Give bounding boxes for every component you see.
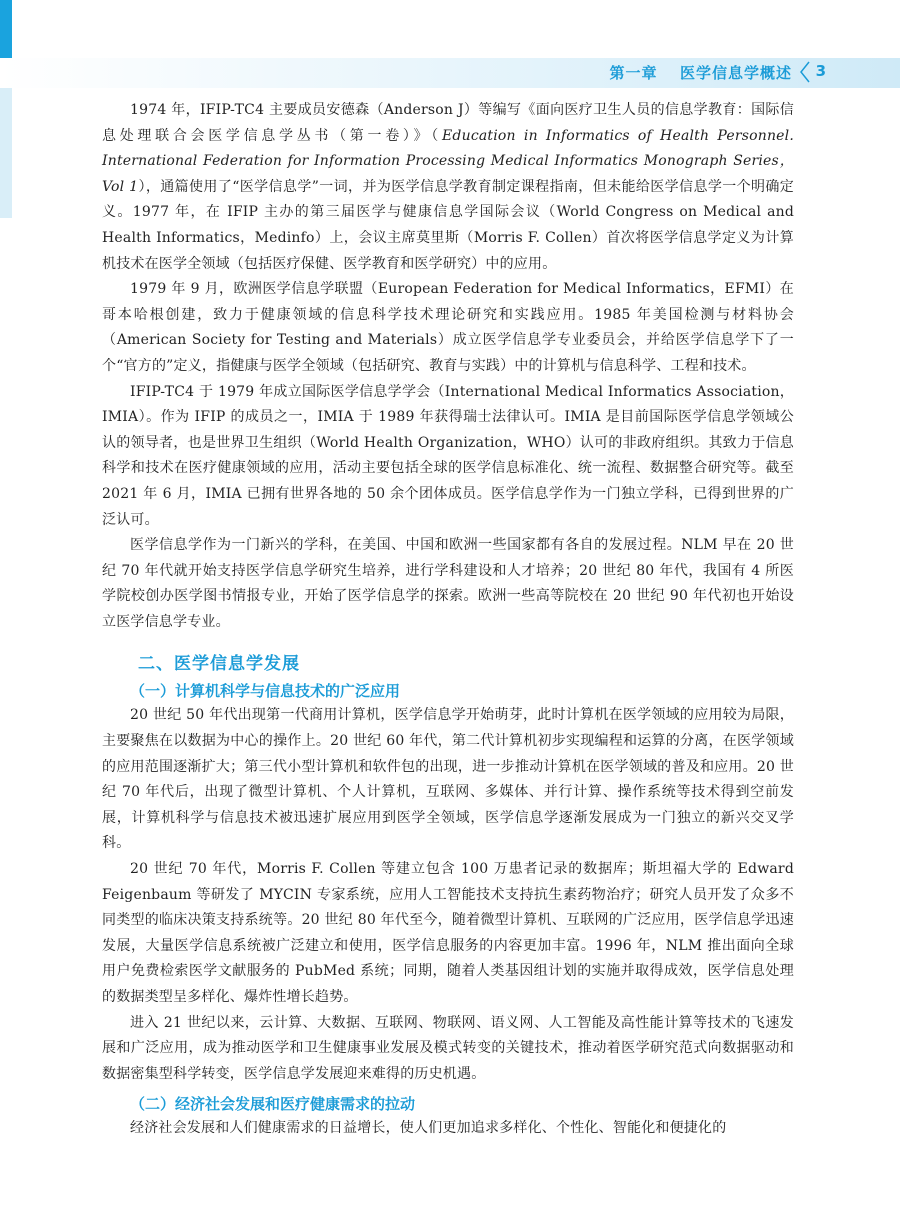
running-header-title [610, 62, 793, 83]
page-number: 3 [815, 62, 826, 80]
subsection-heading-2: （二）经济社会发展和医疗健康需求的拉动 [130, 1095, 416, 1114]
chapter-title: 医学信息学概述 [679, 64, 792, 82]
subsection-heading-1: （一）计算机科学与信息技术的广泛应用 [130, 682, 401, 701]
paragraph-1: 1974 年，IFIP-TC4 主要成员安德森（Anderson J）等编写《面向医疗卫生人员的信息学教育：国际信息处理联合会医学信息学丛书（第一卷）》（Education in Informatics of Health Personnel. International Federation for Information Processing Medical Informatics Monograph Series，Vol 1），通篇使用了“医学信息学”一词，并为医学信息学教育制定课程指南，但未能给医学信息学一个明确定义。1977 年，在 IFIP 主办的第三届医学与健康信息学国际会议（World Congress on Medical and Health Informatics，Medinfo）上，会议主席莫里斯（Morris F. Collen）首次将医学信息学定义为计算机技术在医学全领域（包括医疗保健、医学教育和医学研究）中的应用。 [102, 102, 794, 272]
paragraph-5: 20 世纪 50 年代出现第一代商用计算机，医学信息学开始萌芽，此时计算机在医学领域的应用较为局限，主要聚焦在以数据为中心的操作上。20 世纪 60 年代，第二代计算机初步实现编程和运算的分离，在医学领域的应用范围逐渐扩大；第三代小型计算机和软件包的出现，进一步推动计算机在医学领域的普及和应用。20 世纪 70 年代后，出现了微型计算机、个人计算机，互联网、多媒体、并行计算、操作系统等技术得到空前发展，计算机科学与信息技术被迅速扩展应用到医学全领域，医学信息学逐渐发展成为一门独立的新兴交叉学科。 [102, 707, 794, 852]
paragraph-6: 20 世纪 70 年代，Morris F. Collen 等建立包含 100 万患者记录的数据库；斯坦福大学的 Edward Feigenbaum 等研发了 MYCIN 专家系统，应用人工智能技术支持抗生素药物治疗；研究人员开发了众多不同类型的临床决策支持系统等。20 世纪 80 年代至今，随着微型计算机、互联网的广泛应用，医学信息学迅速发展，大量医学信息系统被广泛建立和使用，医学信息服务的内容更加丰富。1996 年，NLM 推出面向全球用户免费检索医学文献服务的 PubMed 系统；同期，随着人类基因组计划的实施并取得成效，医学信息处理的数据类型呈多样化、爆炸性增长趋势。 [102, 861, 794, 1005]
paragraph-7: 进入 21 世纪以来，云计算、大数据、互联网、物联网、语义网、人工智能及高性能计算等技术的飞速发展和广泛应用，成为推动医学和卫生健康事业发展及模式转变的关键技术，推动着医学研究范式向数据驱动和数据密集型科学转变，医学信息学发展迎来难得的历史机遇。 [102, 1014, 794, 1082]
paragraph-3: IFIP-TC4 于 1979 年成立国际医学信息学学会（International Medical Informatics Association，IMIA）。作为 IFIP 的成员之一，IMIA 于 1989 年获得瑞士法律认可。IMIA 是目前国际医学信息学领域公认的领导者，也是世界卫生组织（World Health Organization，WHO）认可的非政府组织。其致力于信息科学和技术在医疗健康领域的应用，活动主要包括全球的医学信息标准化、统一流程、数据整合研究等。截至 2021 年 6 月，IMIA 已拥有世界各地的 50 余个团体成员。医学信息学作为一门独立学科，已得到世界的广泛认可。 [102, 383, 794, 528]
paragraph-2: 1979 年 9 月，欧洲医学信息学联盟（European Federation for Medical Informatics，EFMI）在哥本哈根创建，致力于健康领域的信息科学技术理论研究和实践应用。1985 年美国检测与材料协会（American Society for Testing and Materials）成立医学信息学专业委员会，并给医学信息学下了一个“官方的”定义，指健康与医学全领域（包括研究、教育与实践）中的计算机与信息科学、工程和技术。 [102, 281, 794, 374]
chevron-left-icon [798, 60, 812, 84]
paragraph-8: 经济社会发展和人们健康需求的日益增长，使人们更加追求多样化、个性化、智能化和便捷化的 [130, 1120, 727, 1137]
section-heading-2: 二、医学信息学发展 [138, 654, 300, 675]
chapter-number: 第一章 [609, 64, 658, 82]
page-edge-tab [0, 0, 12, 58]
main-text [102, 98, 794, 1142]
paragraph-4: 医学信息学作为一门新兴的学科，在美国、中国和欧洲一些国家都有各自的发展过程。NLM 早在 20 世纪 70 年代就开始支持医学信息学研究生培养，进行学科建设和人才培养；20 世纪 80 年代，我国有 4 所医学院校创办医学图书情报专业，开始了医学信息学的探索。欧洲一些高等院校在 20 世纪 90 年代初也开始设立医学信息学专业。 [102, 537, 794, 630]
